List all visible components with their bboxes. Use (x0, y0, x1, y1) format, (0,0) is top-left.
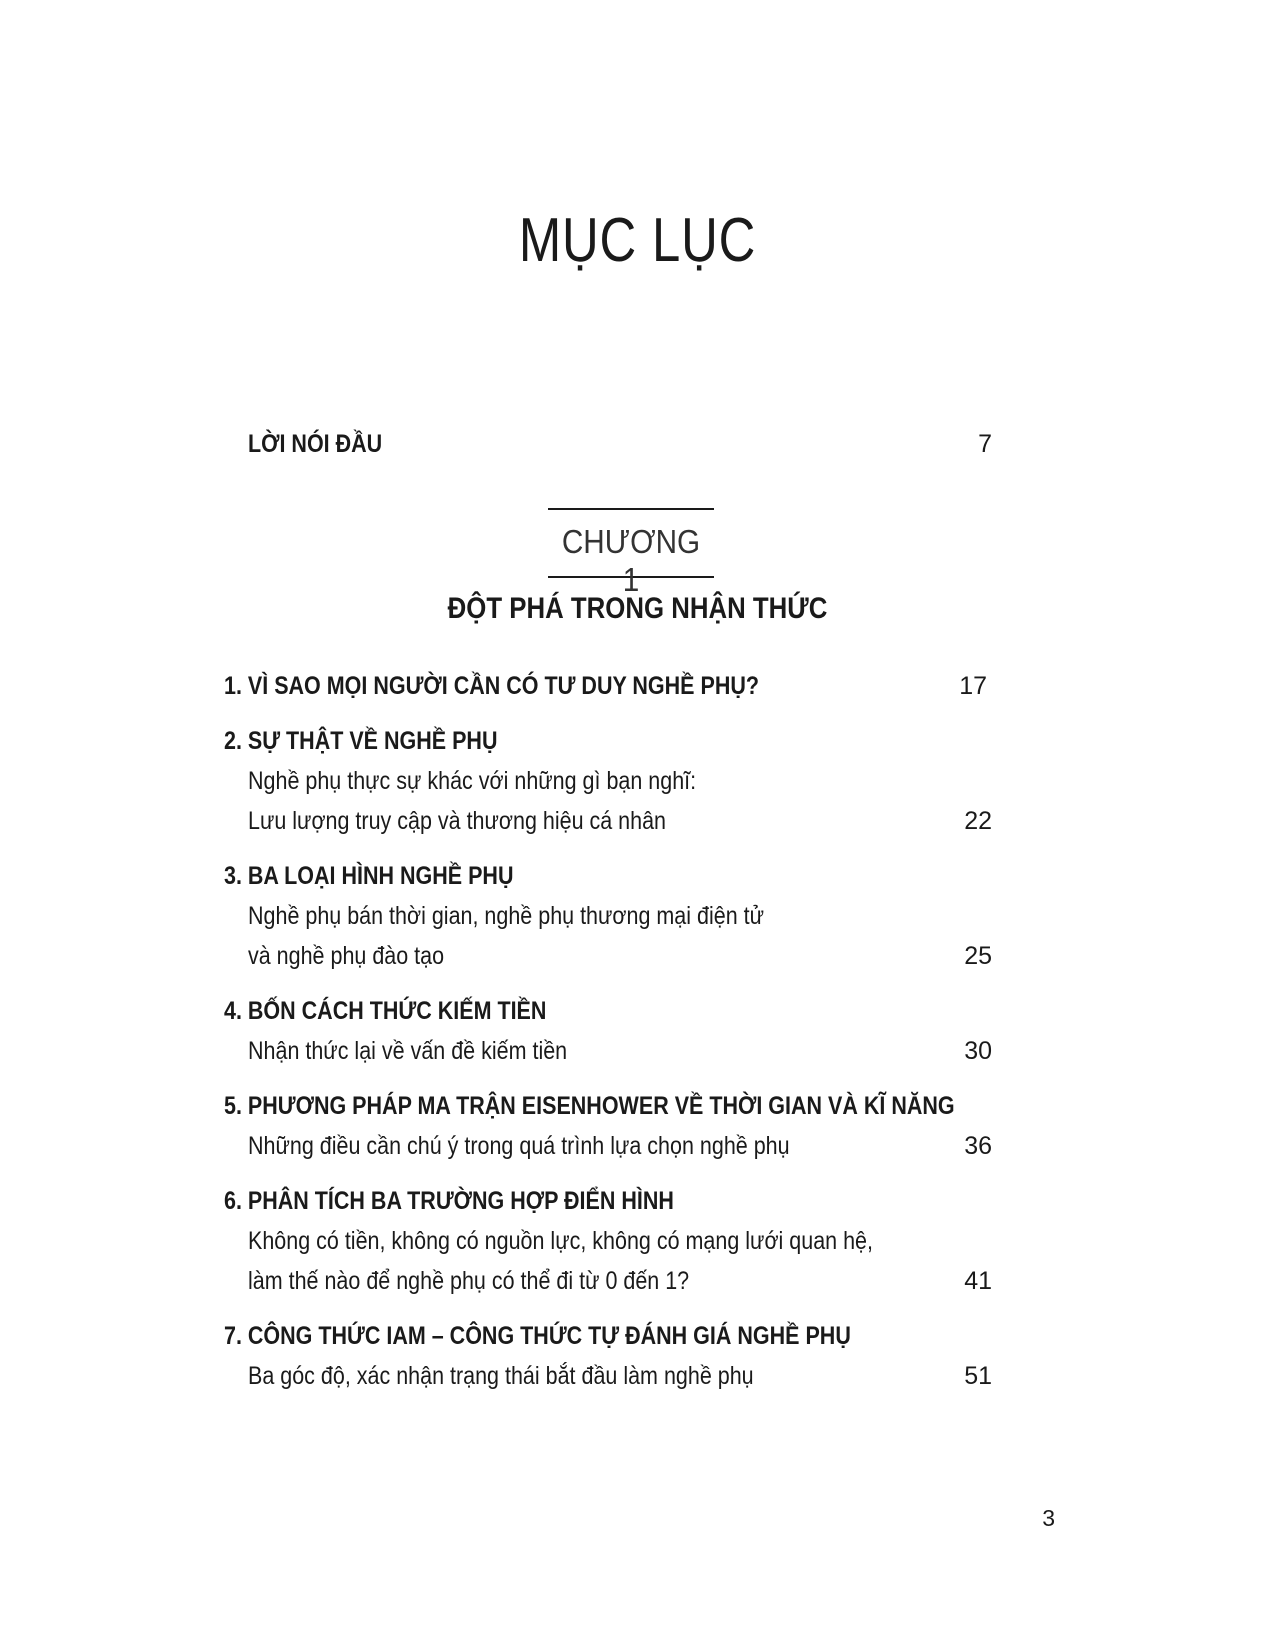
toc-entry-3-subtitle-1: Nghề phụ bán thời gian, nghề phụ thương mại điện tử (248, 902, 764, 930)
toc-entry-5-page: 36 (964, 1132, 992, 1160)
toc-entry-1-heading[interactable]: 1. VÌ SAO MỌI NGƯỜI CẦN CÓ TƯ DUY NGHỀ PHỤ? (224, 672, 760, 700)
toc-entry-7-subtitle-1: Ba góc độ, xác nhận trạng thái bắt đầu làm nghề phụ (248, 1362, 754, 1390)
toc-entry-2-heading[interactable]: 2. SỰ THẬT VỀ NGHỀ PHỤ (224, 727, 498, 755)
page-title: MỤC LỤC (518, 206, 757, 275)
toc-entry-3-heading[interactable]: 3. BA LOẠI HÌNH NGHỀ PHỤ (224, 862, 514, 890)
toc-entry-6-page: 41 (964, 1267, 992, 1295)
chapter-label: CHƯƠNG 1 (561, 523, 701, 598)
toc-entry-2-subtitle-2: Lưu lượng truy cập và thương hiệu cá nhân (248, 807, 667, 835)
toc-entry-4-subtitle-1: Nhận thức lại về vấn đề kiếm tiền (248, 1037, 568, 1065)
toc-entry-6-subtitle-1: Không có tiền, không có nguồn lực, không có mạng lưới quan hệ, (248, 1227, 873, 1255)
toc-entry-5-heading[interactable]: 5. PHƯƠNG PHÁP MA TRẬN EISENHOWER VỀ THỜI GIAN VÀ KĨ NĂNG (224, 1092, 955, 1120)
toc-entry-6-subtitle-2: làm thế nào để nghề phụ có thể đi từ 0 đến 1? (248, 1267, 690, 1295)
chapter-title: ĐỘT PHÁ TRONG NHẬN THỨC (447, 592, 828, 625)
toc-entry-4-page: 30 (964, 1037, 992, 1065)
toc-entry-2-page: 22 (964, 807, 992, 835)
toc-entry-3-page: 25 (964, 942, 992, 970)
toc-entry-7-page: 51 (964, 1362, 992, 1390)
foreword-page: 7 (978, 430, 992, 458)
toc-entry-3-subtitle-2: và nghề phụ đào tạo (248, 942, 445, 970)
toc-entry-5-subtitle-1: Những điều cần chú ý trong quá trình lựa chọn nghề phụ (248, 1132, 790, 1160)
toc-entry-6-heading[interactable]: 6. PHÂN TÍCH BA TRƯỜNG HỢP ĐIỂN HÌNH (224, 1187, 674, 1215)
toc-entry-4-heading[interactable]: 4. BỐN CÁCH THỨC KIẾM TIỀN (224, 997, 547, 1025)
page-number: 3 (1042, 1505, 1055, 1531)
toc-entry-7-heading[interactable]: 7. CÔNG THỨC IAM – CÔNG THỨC TỰ ĐÁNH GIÁ NGHỀ PHỤ (224, 1322, 851, 1350)
foreword-label[interactable]: LỜI NÓI ĐẦU (248, 430, 383, 458)
toc-entry-1-page: 17 (959, 672, 987, 700)
toc-entry-2-subtitle-1: Nghề phụ thực sự khác với những gì bạn nghĩ: (248, 767, 697, 795)
